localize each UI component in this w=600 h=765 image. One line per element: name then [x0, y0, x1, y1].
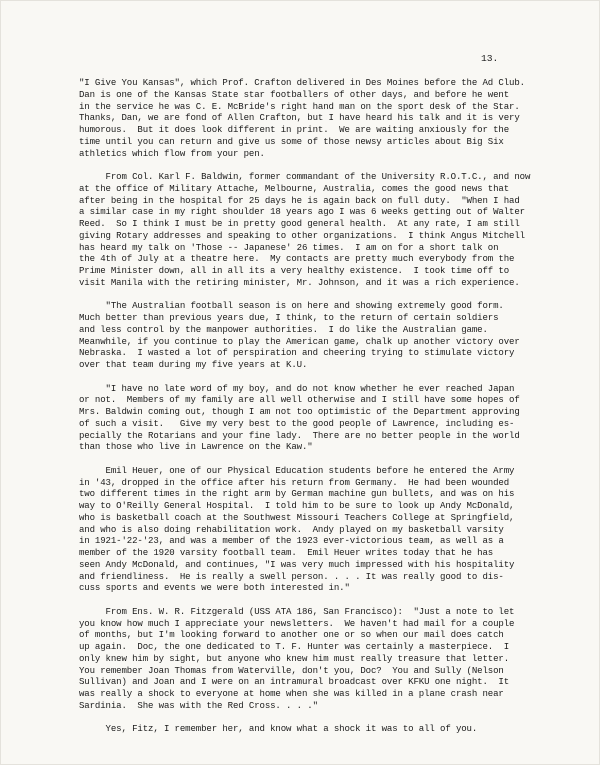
- text-line: seen Andy McDonald, and continues, "I was very much impressed with his hospitality: [79, 558, 515, 570]
- text-line: and friendliness. He is really a swell person. . . . It was really good to dis-: [79, 570, 504, 582]
- text-line: or not. Members of my family are all well otherwise and I still have some hopes of: [79, 394, 520, 406]
- text-line: member of the 1920 varsity football team. Emil Heuer writes today that he has: [79, 547, 494, 558]
- text-line: From Ens. W. R. Fitzgerald (USS ATA 186, San Francisco): "Just a note to let: [79, 605, 515, 617]
- text-line: Thanks, Dan, we are fond of Allen Crafton, but I have heard his talk and it is very: [79, 112, 520, 124]
- text-line: "I have no late word of my boy, and do not know whether he ever reached Japan: [79, 382, 515, 394]
- text-line: over that team during my five years at K.U.: [79, 359, 308, 370]
- text-line: was really a shock to everyone at home when she was killed in a plane crash near: [79, 688, 504, 699]
- paragraph: [79, 465, 531, 594]
- text-line: Nebraska. I wasted a lot of perspiration and cheering trying to stimulate victory: [79, 347, 515, 359]
- text-line: time until you can return and give us some of those newsy articles about Big Six: [79, 135, 504, 147]
- text-line: after being in the hospital for 25 days he is again back on full duty. "When I had: [79, 194, 520, 206]
- paragraph: [79, 171, 531, 289]
- text-line: in 1921-'22-'23, and was a member of the 1923 ever-victorious team, as well as a: [79, 535, 504, 547]
- text-line: athletics which flow from your pen.: [79, 147, 265, 159]
- text-line: way to O'Reilly General Hospital. I told him to be sure to look up Andy McDonald,: [79, 500, 515, 511]
- text-line: "The Australian football season is on here and showing extremely good form.: [79, 300, 504, 312]
- paragraph: [79, 723, 531, 735]
- text-line: Mrs. Baldwin coming out, though I am not too optimistic of the Department approving: [79, 406, 520, 417]
- paragraph: [79, 300, 531, 371]
- text-line: "I Give You Kansas", which Prof. Crafton delivered in Des Moines before the Ad Club.: [79, 77, 525, 88]
- text-line: Reed. So I think I must be in pretty good general health. At any rate, I am still: [79, 218, 520, 229]
- text-line: Meanwhile, if you continue to play the American game, chalk up another victory over: [79, 335, 520, 347]
- text-line: up again. Doc, the one dedicated to T. F. Hunter was certainly a masterpiece. I: [79, 641, 510, 652]
- text-line: in '43, dropped in the office after his return from Germany. He had been wounded: [79, 476, 510, 488]
- text-line: giving Rotary addresses and speaking to other organizations. I think Angus Mitchell: [79, 229, 525, 241]
- text-line: Dan is one of the Kansas State star footballers of other days, and before he went: [79, 88, 510, 100]
- paragraph: [79, 383, 531, 454]
- text-line: and who is also doing rehabilitation work. Andy played on my basketball varsity: [79, 523, 504, 535]
- text-line: two different times in the right arm by German machine gun bullets, and was on his: [79, 488, 515, 500]
- text-line: Sullivan) and Joan and I were on an intramural broadcast over KFKU one night. It: [79, 676, 510, 688]
- text-line: visit Manila with the retiring minister, Mr. Johnson, and it was a rich experience.: [79, 276, 520, 288]
- text-line: cuss sports and events we were both interested in.": [79, 582, 350, 594]
- text-line: of such a visit. Give my very best to the good people of Lawrence, including es-: [79, 417, 515, 429]
- text-line: only knew him by sight, but anyone who knew him must really treasure that letter.: [79, 652, 510, 664]
- text-line: the 4th of July at a theatre here. My contacts are pretty much everybody from the: [79, 253, 515, 265]
- text-line: at the office of Military Attache, Melbourne, Australia, comes the good news that: [79, 182, 510, 194]
- letter-body: [79, 77, 531, 747]
- paragraph: [79, 77, 531, 159]
- text-line: Sardinia. She was with the Red Cross. . . .": [79, 699, 318, 711]
- text-line: and less control by the manpower authorities. I do like the Australian game.: [79, 323, 488, 335]
- page-number: 13.: [481, 53, 499, 64]
- text-line: pecially the Rotarians and your fine lady. There are no better people in the world: [79, 429, 520, 441]
- text-line: Prime Minister down, all in all its a very healthy existence. I took time off to: [79, 265, 510, 276]
- text-line: humorous. But it does look different in print. We are waiting anxiously for the: [79, 124, 510, 135]
- text-line: you know how much I appreciate your newsletters. We haven't had mail for a couple: [79, 617, 515, 629]
- text-line: who is basketball coach at the Southwest Missouri Teachers College at Springfield,: [79, 511, 515, 523]
- text-line: than those who live in Lawrence on the Kaw.": [79, 441, 313, 453]
- paragraph: [79, 606, 531, 712]
- text-line: has heard my talk on 'Those -- Japanese' 26 times. I am on for a short talk on: [79, 241, 499, 253]
- text-line: Yes, Fitz, I remember her, and know what a shock it was to all of you.: [79, 723, 478, 735]
- text-line: You remember Joan Thomas from Waterville, don't you, Doc? You and Sully (Nelson: [79, 664, 504, 676]
- text-line: of months, but I'm looking forward to another one or so when our mail does catch: [79, 629, 504, 641]
- text-line: in the service he was C. E. McBride's right hand man on the sport desk of the Star.: [79, 100, 520, 112]
- text-line: Much better than previous years due, I think, to the return of certain soldiers: [79, 312, 499, 323]
- text-line: From Col. Karl F. Baldwin, former commandant of the University R.O.T.C., and now: [79, 171, 531, 182]
- text-line: a similar case in my right shoulder 18 years ago I was 6 weeks getting out of Walter: [79, 206, 525, 218]
- text-line: Emil Heuer, one of our Physical Education students before he entered the Army: [79, 464, 515, 476]
